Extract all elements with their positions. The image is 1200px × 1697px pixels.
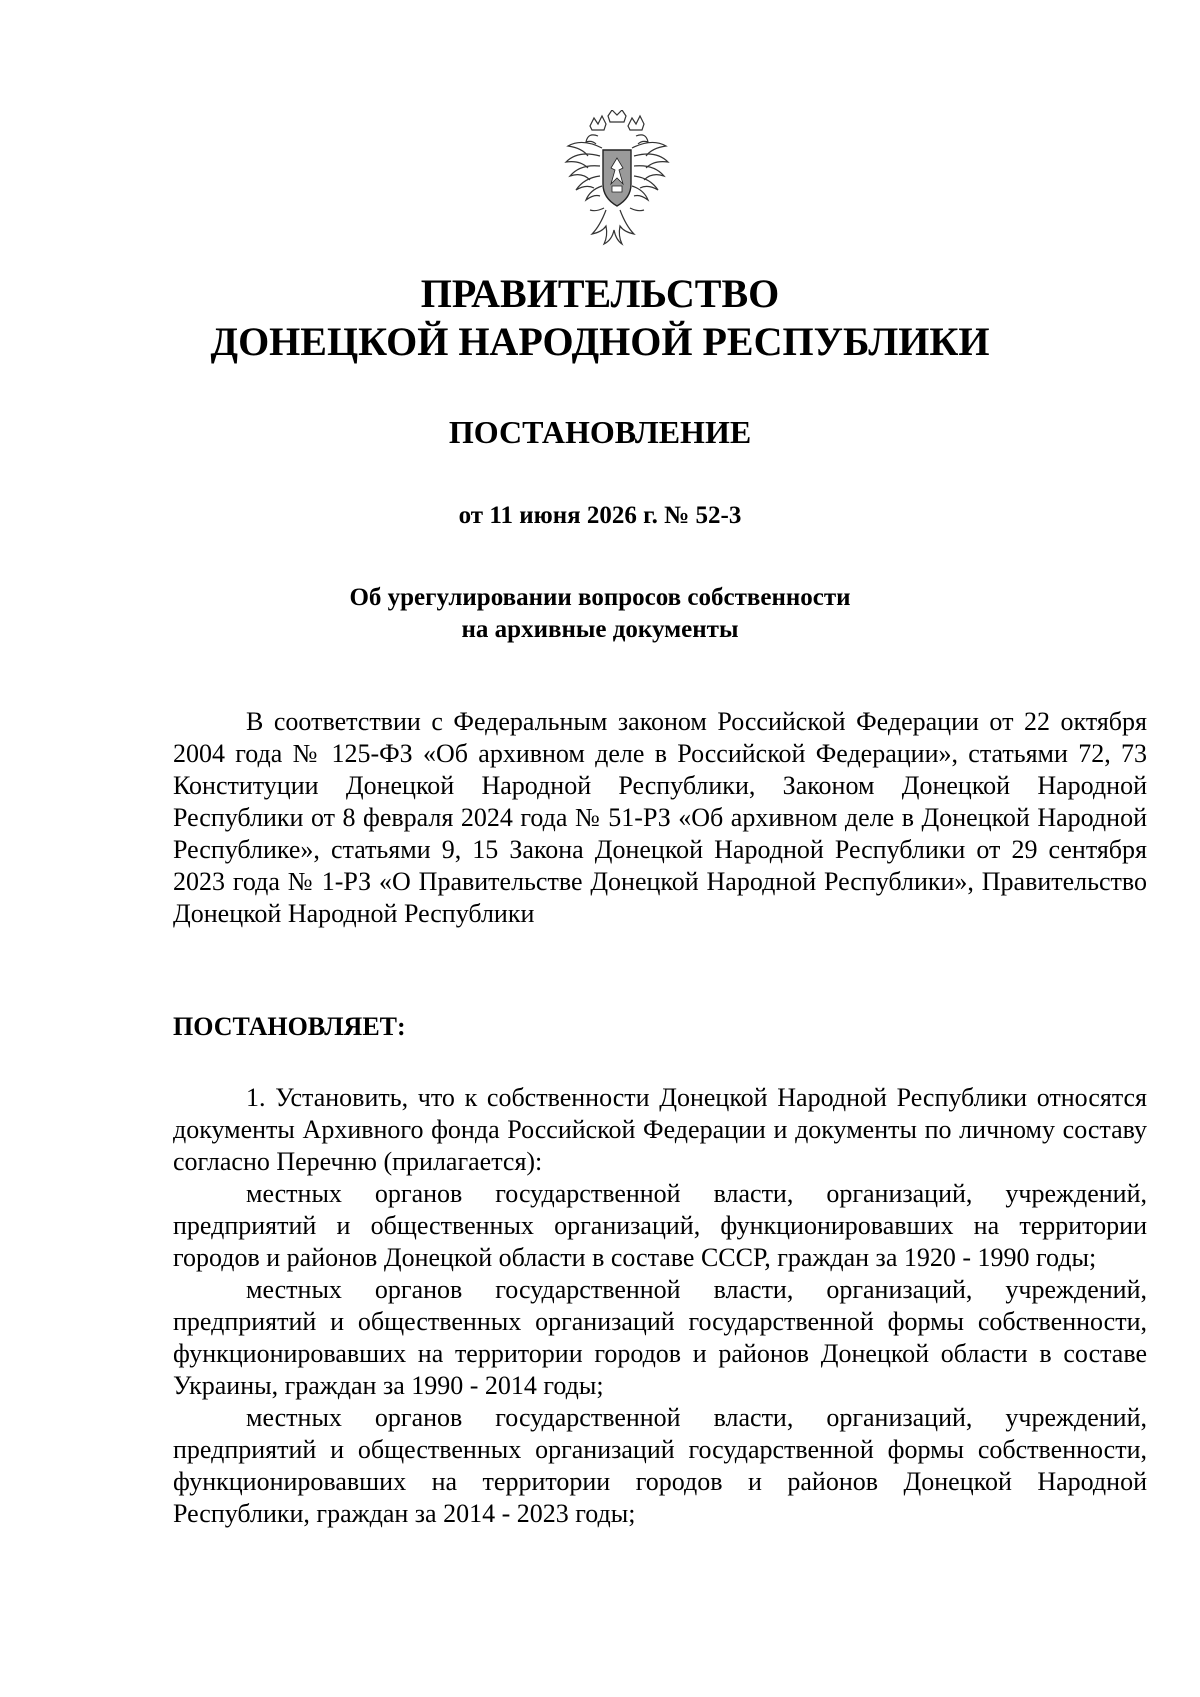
item-1-paragraph: 1. Установить, что к собственности Донецкой Народной Республики относятся документы Архивного фонда Российской Федерации и документы по личному составу согласно Перечню (прилагается): [173, 1083, 1147, 1176]
document-title-line-2: на архивные документы [461, 616, 739, 643]
item-1-sub-c: местных органов государственной власти, организаций, учреждений, предприятий и общественных организаций государственной формы собственности, функционировавших на территории городов и районов Донецкой Народной Республики, граждан за 2014 - 2023 годы; [173, 1403, 1147, 1528]
document-title-line-1: Об урегулировании вопросов собственности [349, 584, 851, 611]
document-type: ПОСТАНОВЛЕНИЕ [448, 414, 752, 450]
issuer-line-2: ДОНЕЦКОЙ НАРОДНОЙ РЕСПУБЛИКИ [210, 319, 990, 364]
issuer-line-1: ПРАВИТЕЛЬСТВО [420, 271, 780, 316]
preamble-paragraph: В соответствии с Федеральным законом Российской Федерации от 22 октября 2004 года № 125-ФЗ «Об архивном деле в Российской Федерации», статьями 72, 73 Конституции Донецкой Народной Республики, Законом Донецкой Народной Республики от 8 февраля 2024 года № 51-РЗ «Об архивном деле в Донецкой Народной Республике», статьями 9, 15 Закона Донецкой Народной Республики от 29 сентября 2023 года № 1-РЗ «О Правительстве Донецкой Народной Республики», Правительство Донецкой Народной Республики [173, 707, 1147, 928]
item-1-sub-a: местных органов государственной власти, организаций, учреждений, предприятий и общественных организаций, функционировавших на территории городов и районов Донецкой области в составе СССР, граждан за 1920 - 1990 годы; [173, 1179, 1147, 1272]
item-1-block [173, 1082, 1147, 1530]
resolves-heading: ПОСТАНОВЛЯЕТ: [173, 1012, 406, 1041]
item-1-sub-b: местных органов государственной власти, организаций, учреждений, предприятий и общественных организаций государственной формы собственности, функционировавших на территории городов и районов Донецкой области в составе Украины, граждан за 1990 - 2014 годы; [173, 1275, 1147, 1400]
coat-of-arms-icon [562, 110, 672, 252]
date-and-number: от 11 июня 2026 г. № 52-3 [458, 502, 742, 529]
